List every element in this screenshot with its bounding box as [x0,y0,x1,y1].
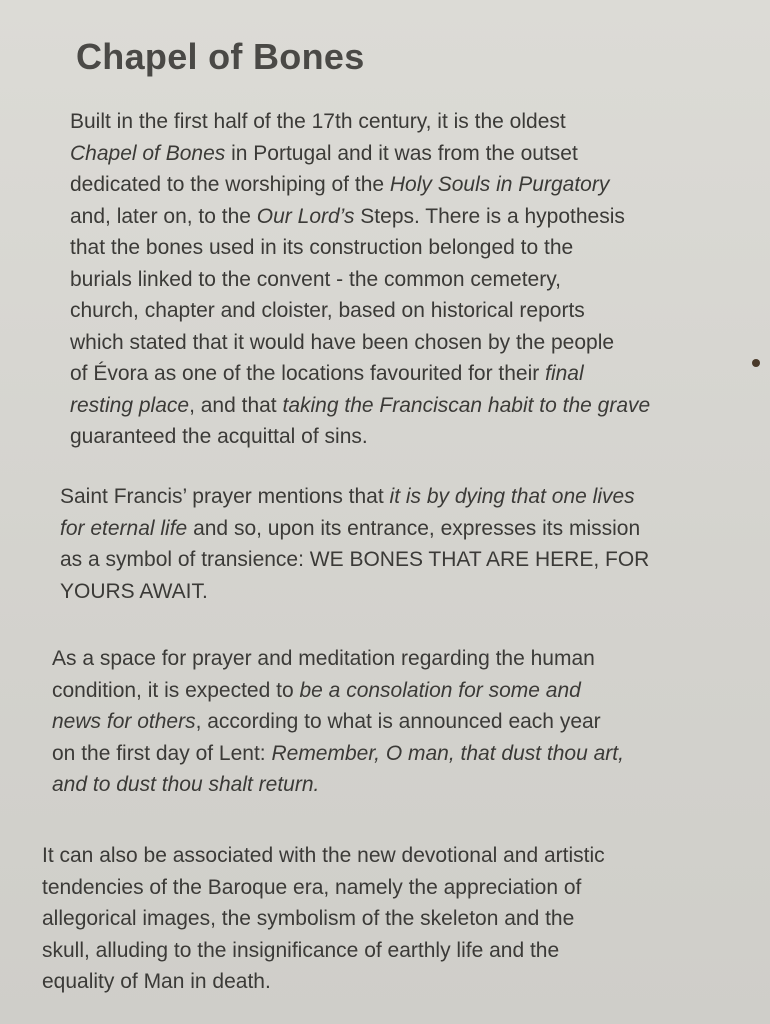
text-run: Saint Francis’ prayer mentions that [60,485,390,508]
text-run: tendencies of the Baroque era, namely the appreciation of [42,875,582,899]
text-line [42,935,732,967]
text-run: It can also be associated with the new devotional and artistic [42,844,605,867]
italic-text: it is by dying that one lives [389,485,635,508]
text-run: YOURS AWAIT. [60,579,208,603]
text-line [52,769,742,801]
text-run: condition, it is expected to [52,678,300,702]
page-title: Chapel of Bones [76,36,365,77]
paragraph-baroque [42,840,732,998]
text-run: Steps. There is a hypothesis [354,204,625,228]
italic-text: for eternal life [60,516,188,540]
text-line [42,840,732,872]
text-line [52,643,742,675]
text-line [70,201,760,233]
italic-text: taking the Franciscan habit to the grave [282,393,651,417]
mounting-screw [752,359,760,367]
text-line [60,544,750,576]
text-line [70,106,760,138]
text-run: equality of Man in death. [42,970,271,993]
text-run: church, chapter and cloister, based on historical reports [70,299,585,322]
italic-text: resting place [70,393,190,417]
text-run: allegorical images, the symbolism of the skeleton and the [42,907,575,930]
text-run: burials linked to the convent - the common cemetery, [70,267,562,291]
text-line [70,232,760,264]
text-run: and so, upon its entrance, expresses its mission [187,516,641,540]
text-line [70,264,760,296]
text-run: in Portugal and it was from the outset [225,141,578,165]
italic-text: Our Lord’s [256,204,355,228]
text-run: and, later on, to the [70,204,257,228]
text-run: guaranteed the acquittal of sins. [70,425,368,448]
italic-text: final [545,362,584,385]
text-line [70,390,760,422]
text-run: which stated that it would have been chosen by the people [70,330,615,354]
text-line [42,903,732,935]
text-line [60,481,750,513]
text-run: As a space for prayer and meditation regarding the human [52,647,595,670]
paragraph-prayer [60,481,750,607]
text-line [60,513,750,545]
text-run: as a symbol of transience: WE BONES THAT ARE HERE, FOR [60,548,650,571]
italic-text: Holy Souls in Purgatory [389,173,610,196]
italic-text: news for others [52,710,196,733]
italic-text: and to dust thou shalt return. [52,773,320,796]
text-line [70,358,760,390]
text-line [70,327,760,359]
text-line [70,138,760,170]
text-line [70,169,760,201]
text-line [42,872,732,904]
text-line [70,421,760,453]
text-run: dedicated to the worshiping of the [70,173,390,196]
text-line [52,706,742,738]
italic-text: Remember, O man, that dust thou art, [271,741,624,765]
paragraph-history [70,106,760,453]
text-run: , according to what is announced each year [195,710,601,733]
text-line [52,675,742,707]
italic-text: Chapel of Bones [70,141,226,165]
text-line [60,576,750,608]
text-line [42,966,732,998]
text-run: skull, alluding to the insignificance of earthly life and the [42,938,560,962]
text-run: of Évora as one of the locations favourited for their [70,362,546,385]
text-run: , and that [189,393,283,417]
paragraph-meditation [52,643,742,801]
text-line [70,295,760,327]
text-run: on the first day of Lent: [52,741,272,765]
text-line [52,738,742,770]
text-run: Built in the first half of the 17th century, it is the oldest [70,110,566,133]
text-run: that the bones used in its construction belonged to the [70,236,574,259]
italic-text: be a consolation for some and [299,678,581,702]
